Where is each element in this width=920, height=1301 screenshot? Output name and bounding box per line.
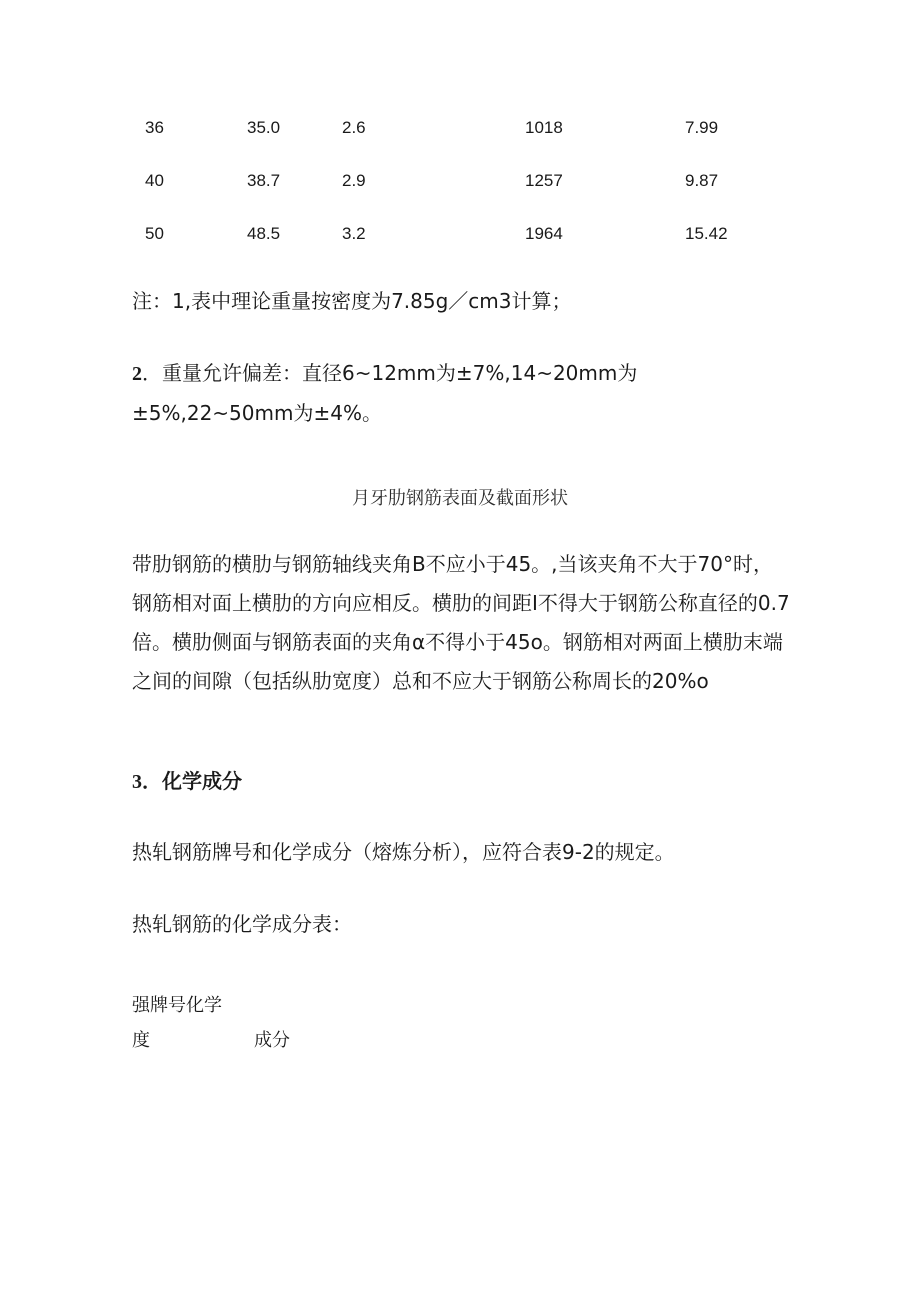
table-cell: 2.9 — [342, 171, 366, 190]
section-number: 3 — [132, 771, 142, 793]
table-cell: 7.99 — [685, 118, 719, 137]
table-cell: 40 — [145, 171, 164, 190]
note-text: ．重量允许偏差：直径6~12mm为±7%,14~20mm为±5%,22~50mm为±4%。 — [132, 361, 638, 425]
table-cell: 9.87 — [685, 171, 719, 190]
table-header-composition: 成分 — [254, 1030, 290, 1051]
note-density: 注：1,表中理论重量按密度为7.85g／cm3计算； — [132, 289, 572, 313]
table-cell: 48.5 — [247, 224, 281, 243]
figure-caption: 月牙肋钢筋表面及截面形状 — [352, 488, 568, 509]
table-cell: 3.2 — [342, 224, 366, 243]
section-title: ．化学成分 — [142, 769, 242, 793]
table-cell: 1964 — [525, 224, 563, 243]
table-cell: 36 — [145, 118, 164, 137]
note-weight-tolerance — [132, 354, 792, 433]
chem-paragraph: 热轧钢筋牌号和化学成分（熔炼分析），应符合表9-2的规定。 — [132, 840, 675, 864]
table-cell: 2.6 — [342, 118, 366, 137]
chem-table-title: 热轧钢筋的化学成分表： — [132, 912, 352, 936]
table-cell: 1018 — [525, 118, 563, 137]
table-cell: 35.0 — [247, 118, 281, 137]
table-cell: 50 — [145, 224, 164, 243]
table-cell: 38.7 — [247, 171, 281, 190]
section-heading — [132, 762, 792, 802]
note-number: 2 — [132, 363, 142, 385]
table-cell: 1257 — [525, 171, 563, 190]
table-header-line1: 强牌号化学 — [132, 995, 222, 1016]
table-header-degree: 度 — [132, 1030, 150, 1051]
rib-paragraph: 带肋钢筋的横肋与钢筋轴线夹角B不应小于45。,当该夹角不大于70°时，钢筋相对面上横肋的方向应相反。横肋的间距I不得大于钢筋公称直径的0.7倍。横肋侧面与钢筋表面的夹角α不得小于45o。钢筋相对两面上横肋末端之间的间隙（包括纵肋宽度）总和不应大于钢筋公称周长的20%o — [132, 552, 790, 693]
table-cell: 15.42 — [685, 224, 728, 243]
